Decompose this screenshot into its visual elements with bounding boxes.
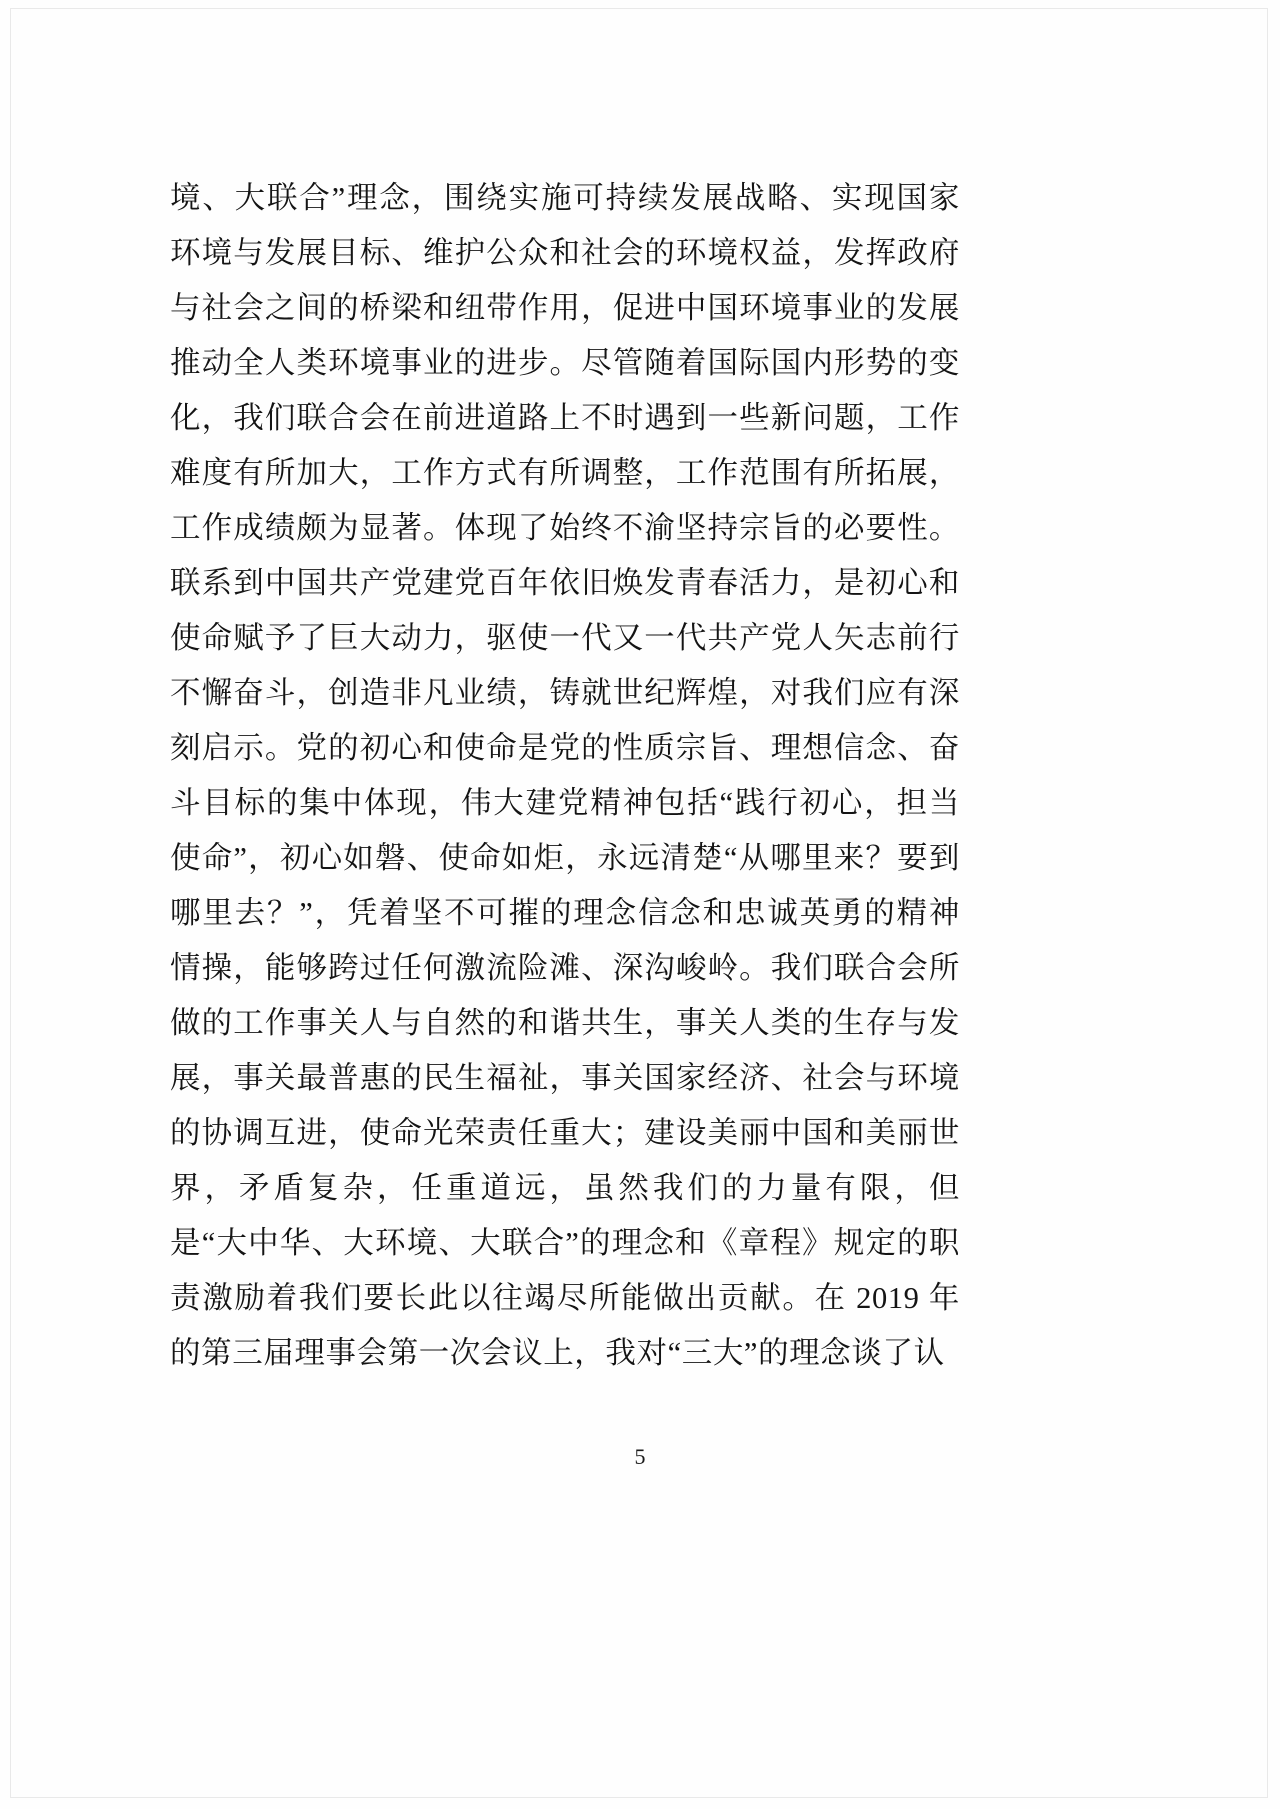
body-paragraph: 境、大联合”理念，围绕实施可持续发展战略、实现国家环境与发展目标、维护公众和社会的环境权益，发挥政府与社会之间的桥梁和纽带作用，促进中国环境事业的发展推动全人类环境事业的进步。尽管随着国际国内形势的变化，我们联合会在前进道路上不时遇到一些新问题，工作难度有所加大，工作方式有所调整，工作范围有所拓展，工作成绩颇为显著。体现了始终不渝坚持宗旨的必要性。联系到中国共产党建党百年依旧焕发青春活力，是初心和使命赋予了巨大动力，驱使一代又一代共产党人矢志前行不懈奋斗，创造非凡业绩，铸就世纪辉煌，对我们应有深刻启示。党的初心和使命是党的性质宗旨、理想信念、奋斗目标的集中体现，伟大建党精神包括“践行初心，担当使命”，初心如磐、使命如炬，永远清楚“从哪里来？要到哪里去？”，凭着坚不可摧的理念信念和忠诚英勇的精神情操，能够跨过任何激流险滩、深沟峻岭。我们联合会所做的工作事关人与自然的和谐共生，事关人类的生存与发展，事关最普惠的民生福祉，事关国家经济、社会与环境的协调互进，使命光荣责任重大；建设美丽中国和美丽世界，矛盾复杂，任重道远，虽然我们的力量有限，但是“大中华、大环境、大联合”的理念和《章程》规定的职责激励着我们要长此以往竭尽所能做出贡献。在 2019 年的第三届理事会第一次会议上，我对“三大”的理念谈了认 — [170, 180, 960, 1370]
page-number: 5 — [634, 1444, 646, 1469]
page-content — [170, 140, 960, 1411]
